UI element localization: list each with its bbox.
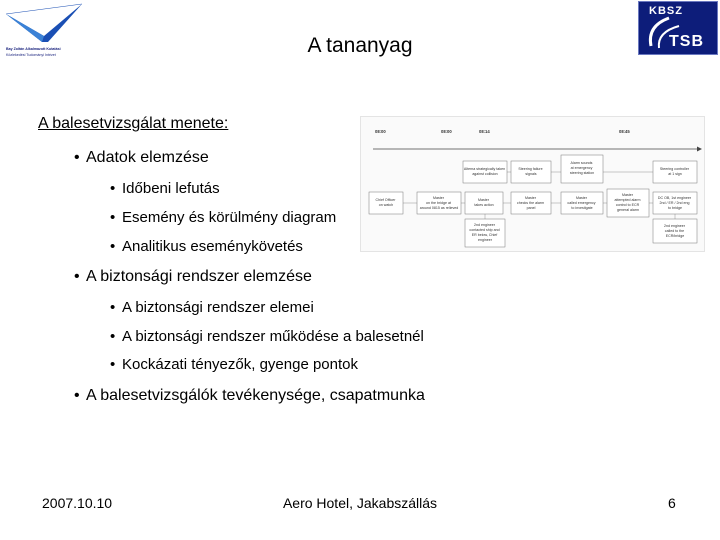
footer-location: Aero Hotel, Jakabszállás	[282, 495, 438, 511]
logo-text-line1: Bay Zoltán Alkalmazott Kutatási	[6, 47, 61, 51]
bullet-text: Kockázati tényezők, gyenge pontok	[122, 356, 358, 373]
bullet-icon: •	[110, 328, 116, 345]
logo-text-line2: Közlekedési Tudományi Intézet	[6, 53, 56, 57]
diagram-box-chief-officer: Chief Officer on watch	[375, 198, 396, 207]
timeline-label: 08:14	[479, 129, 490, 134]
logo-kbsz-text: KBSZ	[649, 5, 683, 17]
diagram-box-2nd-engineer-called: 2nd engineer called to the ECR/bridge	[664, 224, 685, 238]
timeline-label: 08:00	[441, 129, 452, 134]
page-number: 6	[668, 495, 676, 511]
timeline-label: 08:00	[375, 129, 386, 134]
bullet-text: A biztonsági rendszer elemei	[122, 299, 314, 316]
diagram-box-alterna: Alterna strategically taken against collision	[463, 167, 506, 176]
diagram-box-master-action: Master takes action	[474, 198, 494, 207]
diagram-box-steering-controller: Steering controller at 1 sign	[659, 167, 690, 176]
diagram-box-alarm-sounds: Alarm sounds at emergency steering station	[569, 161, 595, 175]
footer-date: 2007.10.10	[42, 495, 113, 511]
slide-title: A tananyag	[307, 34, 413, 57]
bullet-text: Analitikus eseménykövetés	[122, 238, 303, 255]
section-heading: A balesetvizsgálat menete:	[38, 115, 229, 132]
diagram-box-2nd-engineer-contacted: 2nd engineer contacted ship and ER below, Chief engineer	[469, 223, 500, 242]
bullet-text: Időbeni lefutás	[122, 180, 220, 197]
list-item	[110, 328, 424, 345]
bullet-icon: •	[110, 238, 116, 255]
bullet-icon: •	[110, 299, 116, 316]
list-item	[110, 238, 303, 255]
bullet-text: A balesetvizsgálók tevékenysége, csapatmunka	[86, 387, 425, 404]
bullet-icon: •	[74, 268, 80, 285]
timeline-chart	[361, 117, 704, 251]
list-item	[110, 209, 336, 226]
diagram-box-dc-ob: DC OB, 1st engineer 2nd / ER / 2nd eng to bridge	[657, 196, 692, 210]
timeline-arrow-icon	[697, 147, 702, 152]
list-item	[74, 268, 312, 286]
diagram-box-master-called: Master called emergency to investigate	[567, 196, 596, 210]
diagram-box-master-attempted: Master attempted alarm control to ECR general alarm	[614, 193, 641, 212]
list-item	[110, 356, 358, 373]
bullet-icon: •	[74, 149, 80, 166]
list-item	[74, 149, 209, 167]
bullet-text: A biztonsági rendszer működése a balesetnél	[122, 328, 424, 345]
bullet-text: A biztonsági rendszer elemzése	[86, 268, 312, 285]
list-item	[110, 299, 314, 316]
bullet-icon: •	[74, 387, 80, 404]
list-item	[74, 387, 425, 405]
bullet-text: Adatok elemzése	[86, 149, 209, 166]
timeline-label: 08:45	[619, 129, 630, 134]
diagram-box-master-bridge: Master on the bridge at around 0815 as relieved	[419, 196, 459, 210]
bullet-icon: •	[110, 209, 116, 226]
list-item	[110, 180, 220, 197]
event-timeline-diagram	[360, 116, 705, 252]
diagram-box-steering-failure: Steering failure signals	[518, 167, 543, 176]
bullet-text: Esemény és körülmény diagram	[122, 209, 337, 226]
diagram-box-master-checks: Master checks the alarm panel	[516, 196, 545, 210]
bullet-icon: •	[110, 356, 116, 373]
logo-tsb-text: TSB	[669, 33, 704, 50]
bullet-icon: •	[110, 180, 116, 197]
